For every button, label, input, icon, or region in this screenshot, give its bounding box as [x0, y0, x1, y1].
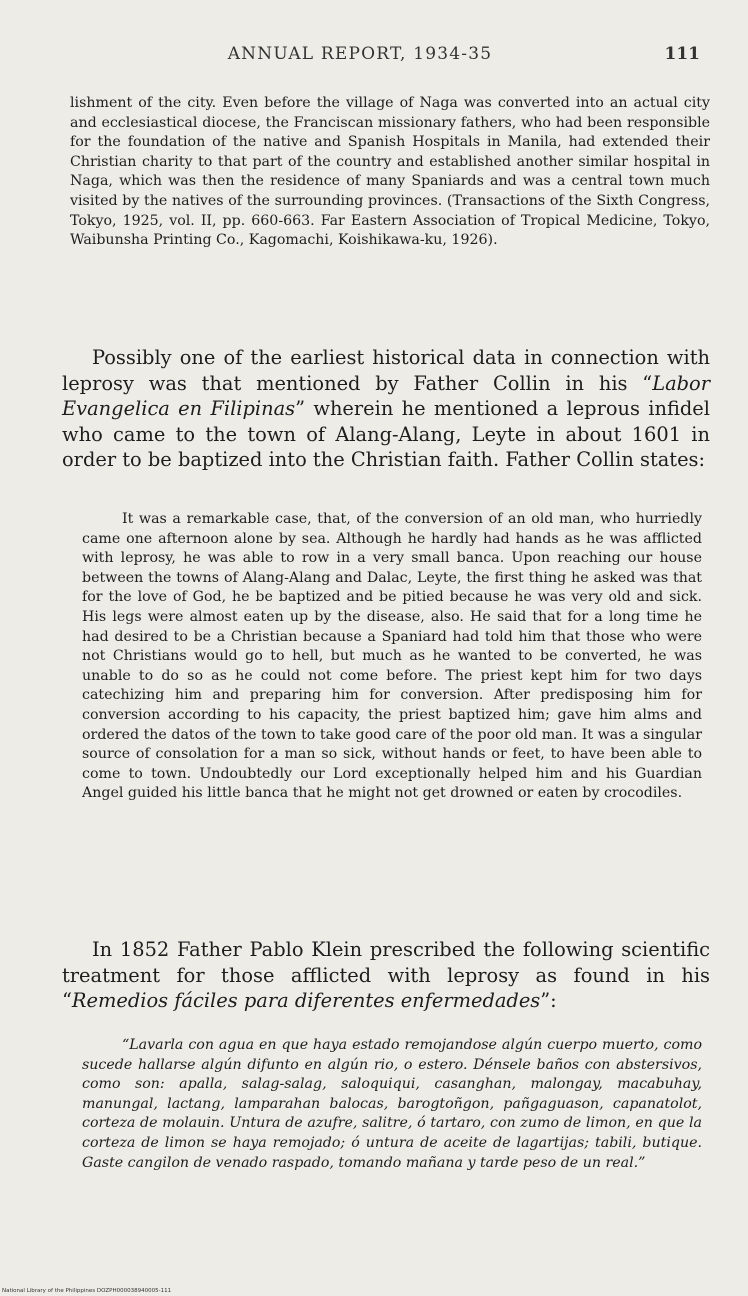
quote-text: It was a remarkable case, that, of the conversion of an old man, who hurriedly came one afternoon alone by sea. Although he hardly had hands as he was afflicted with leprosy, he was able to row in a very small banca. Upon reaching our house between the towns of Alang-Alang and Dalac, Leyte, the first thing he asked was that for the love of God, he be baptized and be pitied because he was very old and sick. His legs were almost eaten up by the disease, also. He said that for a long time he had desired to be a Christian because a Spaniard had told him that those who were not Christians would go to hell, but much as he wanted to be converted, he was unable to do so as he could not come before. The priest kept him for two days catechizing him and preparing him for conversion. After predisposing him for conversion according to his capacity, the priest baptized him; gave him alms and ordered the datos of the town to take good care of the poor old man. It was a singular source of consolation for a man so sick, without hands or feet, to have been able to come to town. Undoubtedly our Lord exceptionally helped him and his Guardian Angel guided his little banca that he might not get drowned or eaten by crocodiles.	[82, 511, 702, 802]
paragraph-text	[62, 345, 710, 473]
block-quote-collin	[82, 510, 702, 804]
book-title-remedios: Remedios fáciles para diferentes enfermedades	[71, 989, 541, 1012]
paragraph-collin-intro	[62, 345, 710, 473]
text-run: ”:	[540, 989, 557, 1012]
scan-footer: National Library of the Philippines DOZPH000038940005-111	[2, 1288, 172, 1294]
page-header	[0, 40, 748, 74]
quote-text-spanish: “Lavarla con agua en que haya estado remojandose algún cuerpo muerto, como sucede hallarse algún difunto en algún rio, o estero. Dénsele baños con abstersivos, como son: apalla, salag-salag, saloquiqui, casanghan, malongay, macabuhay, manungal, lactang, lamparahan balocas, barogtoñgon, pañgaguason, capanatolot, corteza de molauin. Untura de azufre, salitre, ó tartaro, con zumo de limon, en que la corteza de limon se haya remojado; ó untura de aceite de lagartijas; tabili, butique. Gaste cangilon de venado raspado, tomando mañana y tarde peso de un real.”	[82, 1037, 702, 1171]
text-run: In 1852 Father Pablo Klein prescribed the following scientific treatment for those afflicted with leprosy as found in his “	[62, 938, 710, 1012]
page-number: 111	[664, 44, 700, 64]
paragraph-text: lishment of the city. Even before the village of Naga was converted into an actual city and ecclesiastical diocese, the Franciscan missionary fathers, who had been responsible for the foundation of the native and Spanish Hospitals in Manila, had extended their Christian charity to that part of the country and established another similar hospital in Naga, which was then the residence of many Spaniards and was a central town much visited by the natives of the surrounding provinces. (Transactions of the Sixth Congress, Tokyo, 1925, vol. II, pp. 660-663. Far Eastern Association of Tropical Medicine, Tokyo, Waibunsha Printing Co., Kagomachi, Koishikawa-ku, 1926).	[70, 95, 710, 249]
book-title-labor-evangelica: Labor Evangelica en Filipinas	[62, 371, 710, 420]
paragraph-text	[62, 937, 710, 1014]
running-title: ANNUAL REPORT, 1934-35	[227, 44, 493, 64]
paragraph-hospital-history	[70, 94, 710, 251]
text-run: ” wherein he mentioned a leprous infidel who came to the town of Alang-Alang, Leyte in about 1601 in order to be baptized into the Christian faith. Father Collin states:	[62, 397, 710, 471]
paragraph-klein-intro	[62, 937, 710, 1014]
text-run: Possibly one of the earliest historical data in connection with leprosy was that mentioned by Father Collin in his “	[62, 346, 710, 395]
block-quote-klein	[82, 1036, 702, 1173]
